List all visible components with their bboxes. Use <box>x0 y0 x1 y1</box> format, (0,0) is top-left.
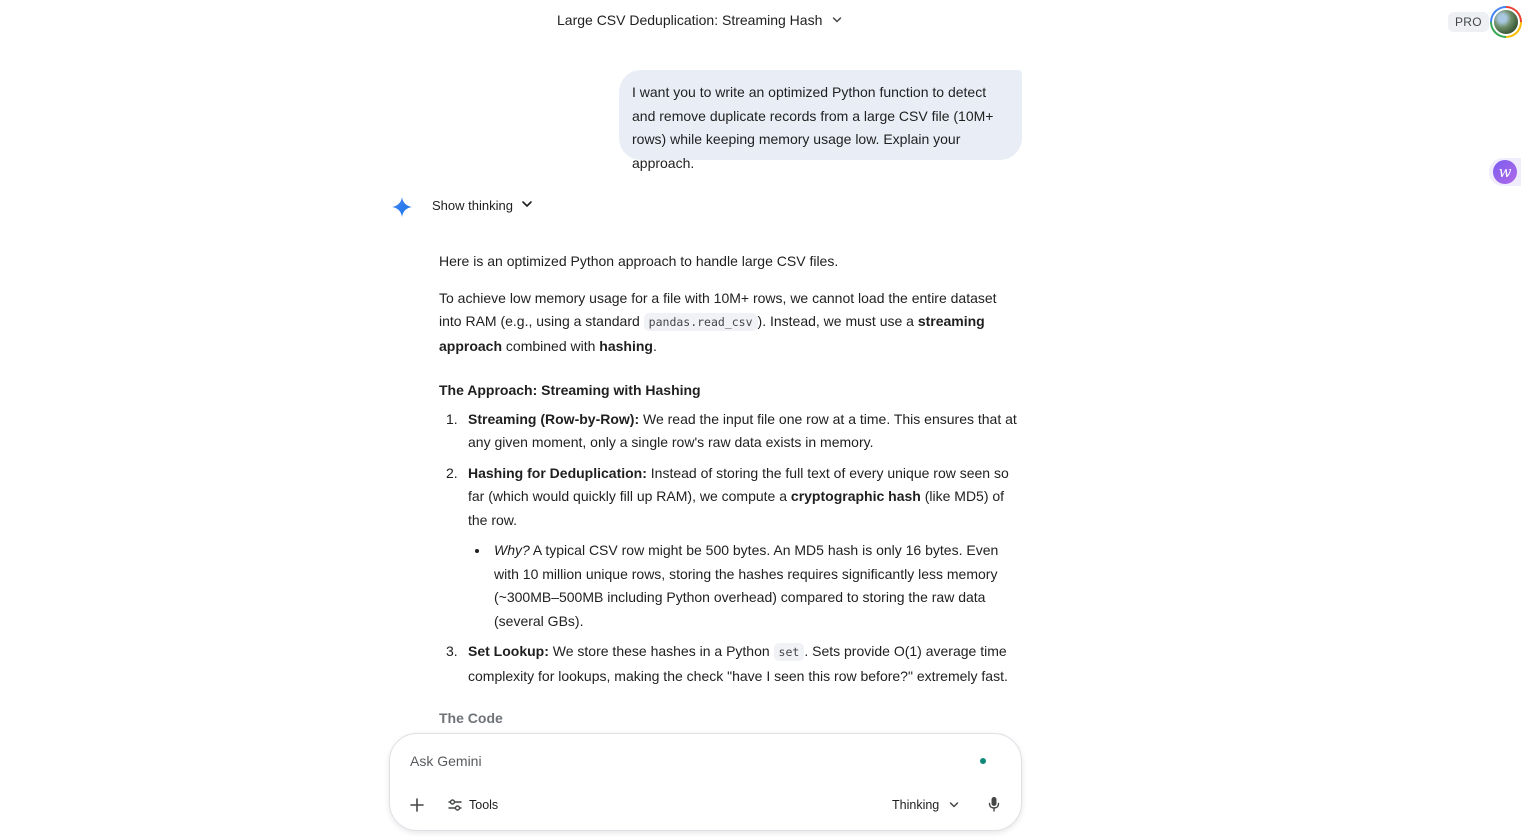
prompt-composer <box>389 733 1022 831</box>
list-item: 2. Hashing for Deduplication: Instead of storing the full text of every unique row seen so far (which would quickly fill up RAM), we compute a cryptographic hash (like MD5) of the row. Why? A typical CSV row might be 500 bytes. An MD5 hash is only 16 bytes. Even with 10 million unique rows, storing the hashes requires significantly less memory (~300MB–500MB including Python overhead) compared to storing the raw data (several GBs). <box>439 462 1019 634</box>
microphone-button[interactable] <box>986 793 1002 815</box>
approach-list <box>439 408 1019 689</box>
show-thinking-label: Show thinking <box>432 198 513 213</box>
response-intro: Here is an optimized Python approach to handle large CSV files. <box>439 253 839 269</box>
extension-tab[interactable] <box>1489 158 1521 186</box>
extension-icon: w <box>1493 160 1517 184</box>
conversation-title-text: Large CSV Deduplication: Streaming Hash <box>557 12 823 28</box>
plus-icon <box>410 798 424 812</box>
pro-badge: PRO <box>1448 12 1489 32</box>
list-item: 1. Streaming (Row-by-Row): We read the input file one row at a time. This ensures that at any given moment, only a single row's raw data exists in memory. <box>446 410 1017 450</box>
inline-code: pandas.read_csv <box>644 313 758 331</box>
sparkle-icon <box>391 196 413 218</box>
list-item: 3. Set Lookup: We store these hashes in a Python set . Sets provide O(1) average time complexity for lookups, making the check "have I seen this row before?" extremely fast. <box>446 643 1008 684</box>
tools-label: Tools <box>469 798 499 812</box>
tools-icon <box>448 798 462 812</box>
chevron-down-icon <box>521 198 533 213</box>
mic-icon <box>988 796 1000 812</box>
prompt-input[interactable] <box>410 753 950 769</box>
avatar[interactable] <box>1490 6 1522 38</box>
user-message-text: I want you to write an optimized Python function to detect and remove duplicate records from a large CSV file (10M+ rows) while keeping memory usage low. Explain your approach. <box>632 84 994 171</box>
response-paragraph: To achieve low memory usage for a file with 10M+ rows, we cannot load the entire dataset into RAM (e.g., using a standard pandas.read_csv ). Instead, we must use a streaming approach combined with hashing. <box>439 289 997 354</box>
model-response <box>439 250 1019 736</box>
user-message <box>619 70 1022 171</box>
mode-label: Thinking <box>892 798 940 812</box>
tools-button[interactable] <box>448 794 498 816</box>
chevron-down-icon <box>949 800 959 810</box>
list-item: Why? A typical CSV row might be 500 bytes. An MD5 hash is only 16 bytes. Even with 10 million unique rows, storing the hashes requires significantly less memory (~300MB–500MB including Python overhead) compared to storing the raw data (several GBs). <box>468 539 1019 633</box>
show-thinking-toggle[interactable] <box>432 198 533 213</box>
sub-list <box>468 539 1019 633</box>
add-attachment-button[interactable] <box>406 794 428 816</box>
section-heading: The Approach: Streaming with Hashing <box>439 382 701 398</box>
section-heading: The Code <box>439 710 503 726</box>
mode-selector[interactable] <box>892 794 959 816</box>
inline-code: set <box>774 643 805 661</box>
status-dot <box>980 758 986 764</box>
chevron-down-icon <box>832 15 842 25</box>
conversation-title[interactable] <box>557 12 842 28</box>
